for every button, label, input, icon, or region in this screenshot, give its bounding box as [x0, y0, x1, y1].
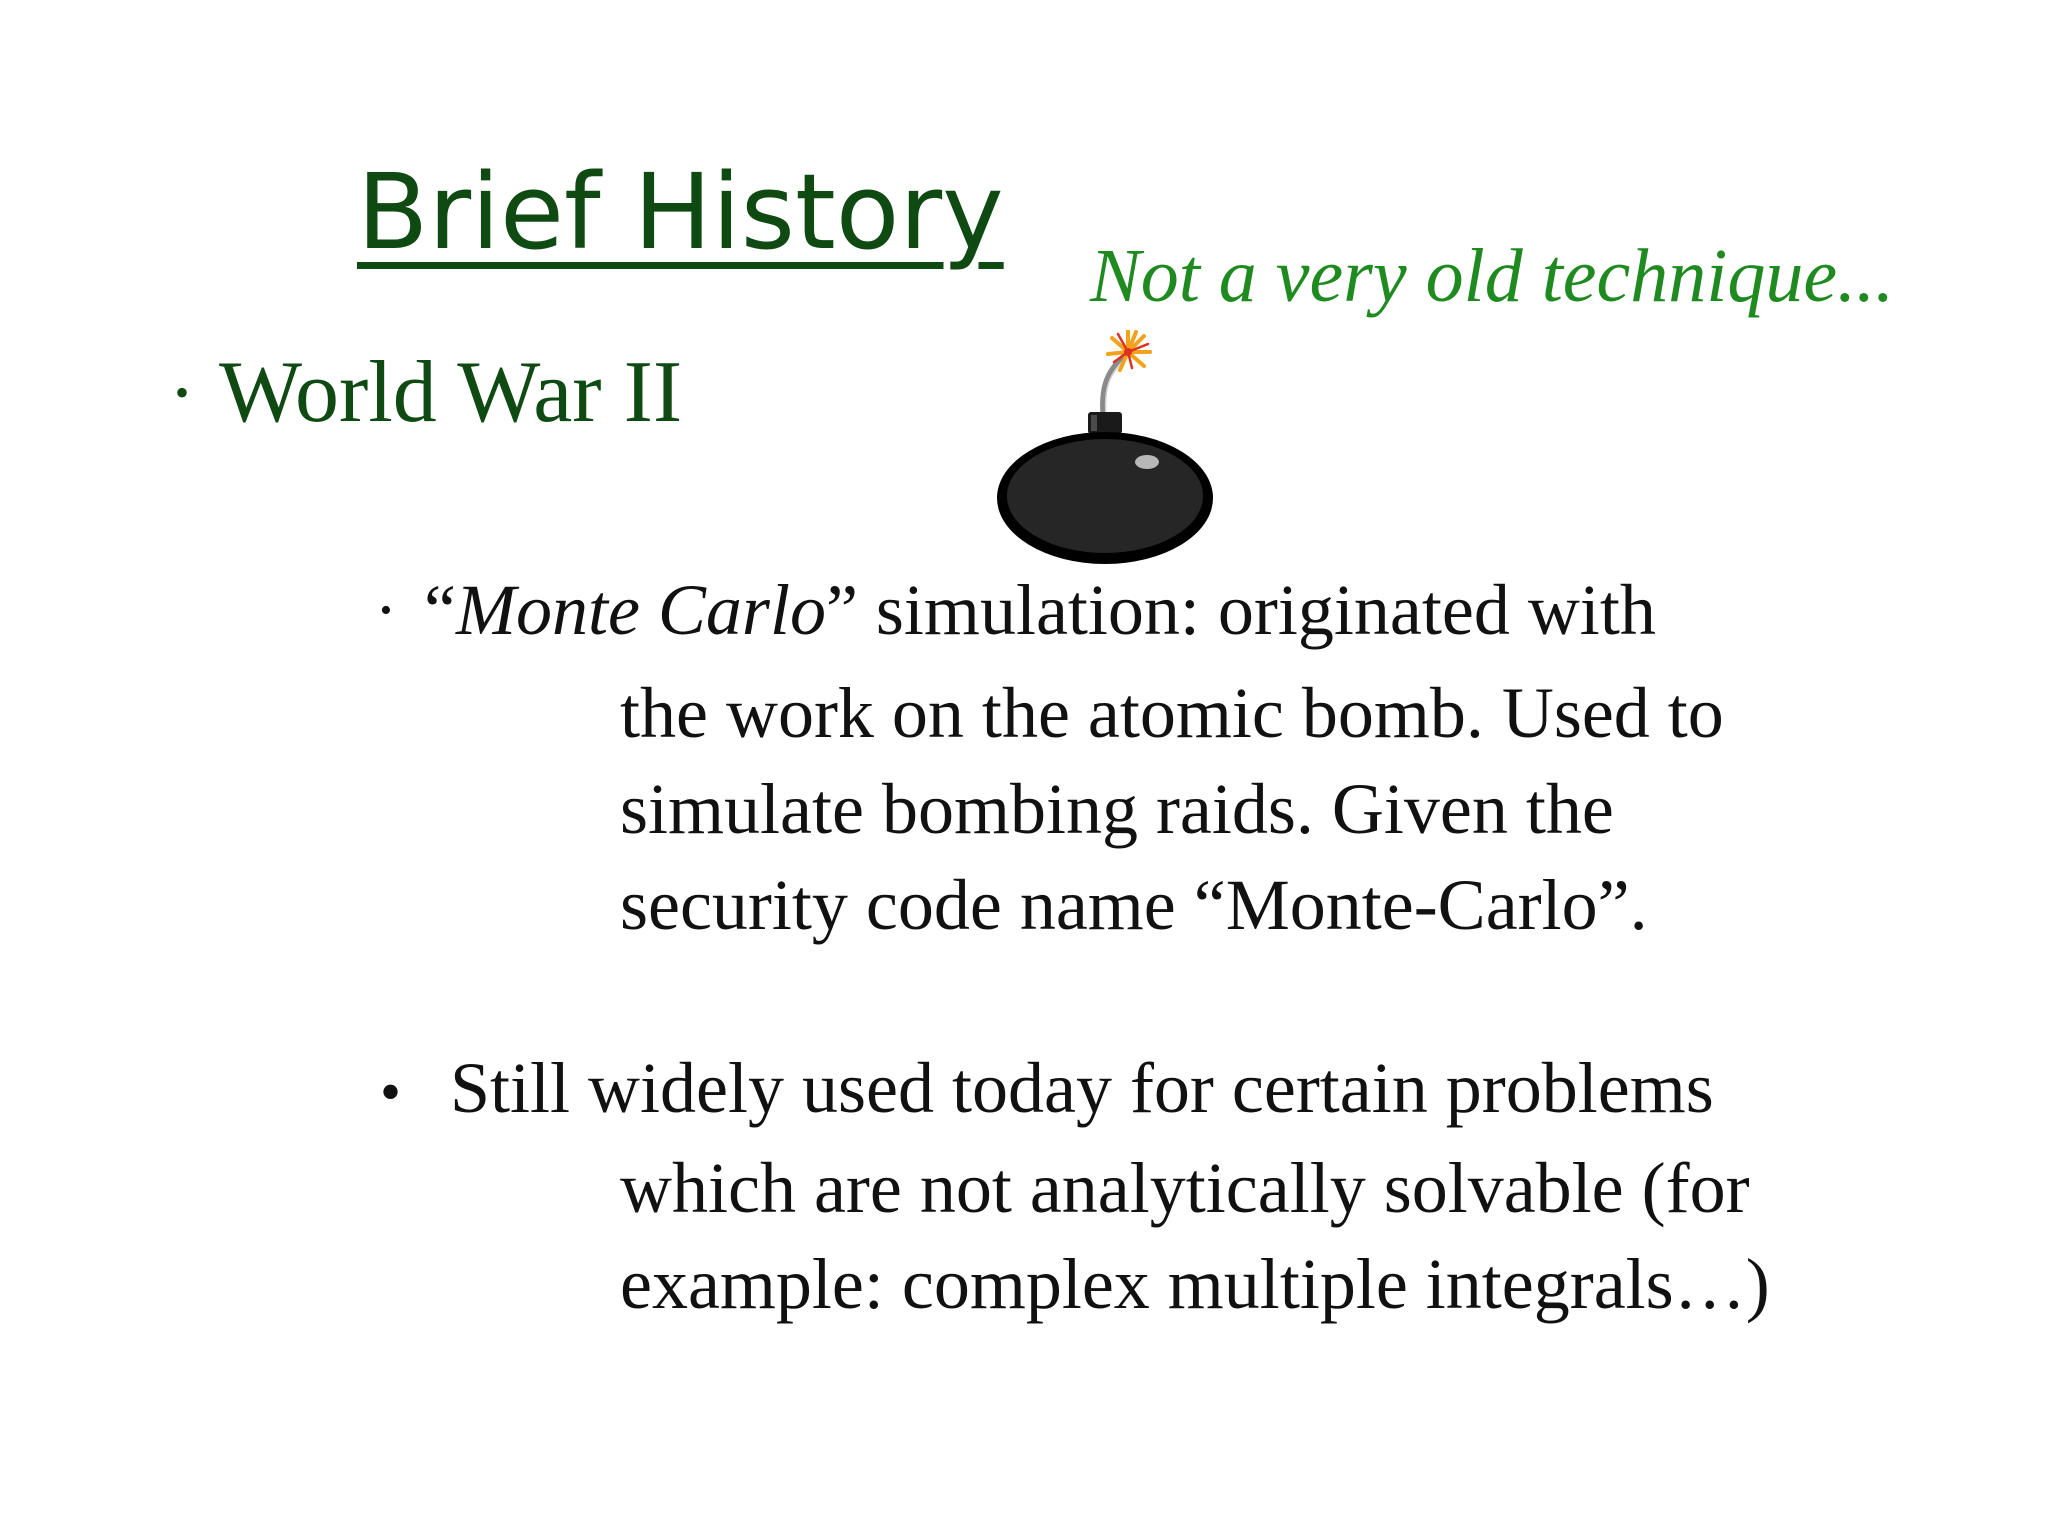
- slide-title: Brief History: [357, 151, 1004, 273]
- bullet-still-used: [380, 1040, 1770, 1332]
- bullet-text: World War II: [219, 344, 683, 441]
- bullet-line: example: complex multiple integrals…): [620, 1244, 1770, 1324]
- line1-text: Still widely used today for certain problems: [450, 1048, 1714, 1128]
- bullet-marker: •: [175, 369, 190, 415]
- bullet-marker: •: [380, 592, 392, 630]
- line1-rest: ” simulation: originated with: [825, 570, 1656, 650]
- bullet-monte-carlo: [380, 562, 1724, 953]
- monte-carlo-term: Monte Carlo: [455, 570, 826, 650]
- bullet-line: the work on the atomic bomb. Used to: [620, 673, 1724, 754]
- bullet-world-war-ii: [175, 345, 682, 442]
- bullet-line: simulate bombing raids. Given the: [620, 769, 1614, 850]
- bullet-line: which are not analytically solvable (for: [620, 1148, 1750, 1228]
- bullet-line: [380, 1040, 1770, 1140]
- open-quote: “: [424, 570, 456, 650]
- bomb-icon: [985, 330, 1225, 570]
- bullet-marker: •: [380, 1059, 402, 1125]
- slide-subtitle: Not a very old technique...: [1090, 234, 1895, 318]
- bullet-line: security code name “Monte-Carlo”.: [620, 865, 1648, 946]
- bullet-line: [380, 562, 1724, 665]
